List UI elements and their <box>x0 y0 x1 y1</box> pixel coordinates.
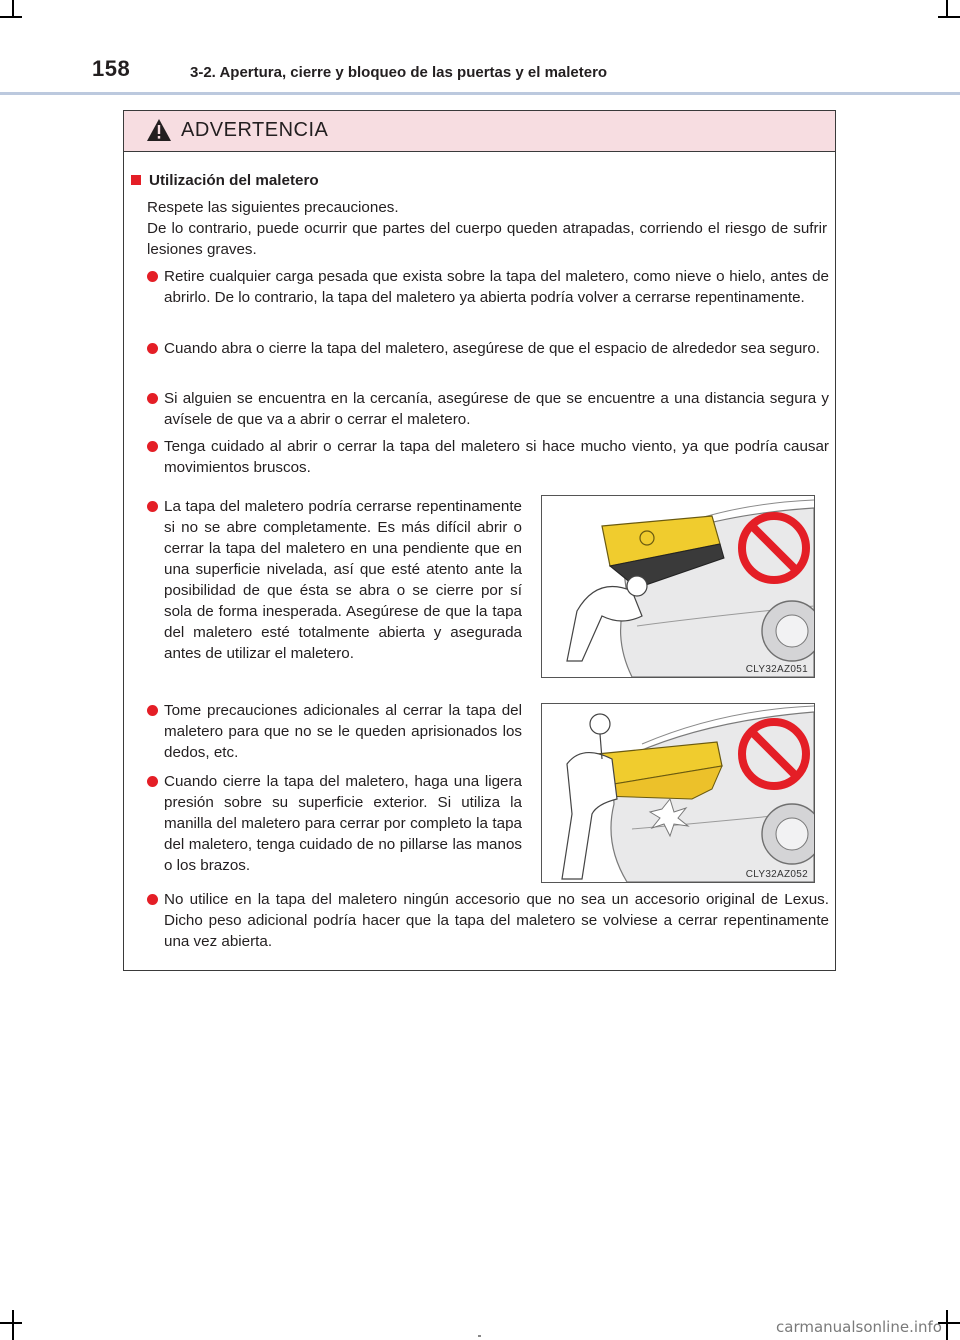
intro-line: Respete las siguientes precauciones. <box>147 199 399 216</box>
figure-code: CLY32AZ052 <box>745 869 808 880</box>
intro-text <box>147 197 827 260</box>
trunk-open-illustration <box>541 495 815 678</box>
bullet-item <box>147 436 829 478</box>
warning-header <box>124 111 835 152</box>
intro-line: De lo contrario, puede ocurrir que partes del cuerpo queden atrapadas, corriendo el riesgo de sufrir lesiones graves. <box>147 220 827 258</box>
figure-code: CLY32AZ051 <box>745 664 808 675</box>
bullet-item <box>147 338 829 359</box>
warning-triangle-icon <box>146 118 172 142</box>
bullet-item <box>147 700 522 763</box>
section-title: 3-2. Apertura, cierre y bloqueo de las puertas y el maletero <box>190 64 608 81</box>
trunk-closing-illustration <box>541 703 815 883</box>
footer-mark <box>478 1335 481 1337</box>
car-trunk-lid-open-drawing <box>542 496 814 677</box>
bullet-text: Cuando abra o cierre la tapa del maletero, asegúrese de que el espacio de alrededor sea seguro. <box>164 340 821 357</box>
bullet-dot-icon <box>147 441 158 452</box>
crop-mark <box>12 0 14 16</box>
bullet-dot-icon <box>147 501 158 512</box>
car-trunk-lid-closing-drawing <box>542 704 814 882</box>
bullet-text: Tenga cuidado al abrir o cerrar la tapa del maletero si hace mucho viento, ya que podría causar movimientos bruscos. <box>164 438 829 476</box>
page-number: 158 <box>92 56 131 81</box>
subheading-text: Utilización del maletero <box>149 172 319 189</box>
bullet-dot-icon <box>147 393 158 404</box>
crop-mark <box>946 1310 948 1340</box>
crop-mark <box>12 1310 14 1340</box>
bullet-dot-icon <box>147 343 158 354</box>
bullet-text: Tome precauciones adicionales al cerrar la tapa del maletero para que no se le queden aprisionados los dedos, etc. <box>164 702 522 761</box>
bullet-text: Cuando cierre la tapa del maletero, haga una ligera presión sobre su superficie exterior. Si utiliza la manilla del maletero para cerrar por completo la tapa del maletero, tenga cuidado de no pillarse las manos o los brazos. <box>164 773 522 874</box>
bullet-item <box>147 889 829 952</box>
bullet-text: No utilice en la tapa del maletero ningún accesorio que no sea un accesorio original de Lexus. Dicho peso adicional podría hacer que la tapa del maletero se volviese a cerrar repentinamente una vez abierta. <box>164 891 829 950</box>
watermark: carmanualsonline.info <box>776 1318 942 1336</box>
bullet-text: La tapa del maletero podría cerrarse repentinamente si no se abre completamente. Es más difícil abrir o cerrar la tapa del maletero en una pendiente que en una superficie nivelada, así que esté atento ante la posibilidad de que ésta se abra o se cierre por sí sola de forma inesperada. Asegúrese de que la tapa del maletero esté totalmente abierta y asegurada antes de utilizar el maletero. <box>164 498 522 662</box>
bullet-dot-icon <box>147 705 158 716</box>
crop-mark <box>946 0 948 16</box>
bullet-dot-icon <box>147 894 158 905</box>
bullet-text: Retire cualquier carga pesada que exista sobre la tapa del maletero, como nieve o hielo, antes de abrirlo. De lo contrario, la tapa del maletero ya abierta podría volver a cerrarse repentinamente. <box>164 268 829 306</box>
bullet-item <box>147 496 522 664</box>
bullet-dot-icon <box>147 776 158 787</box>
crop-mark <box>0 16 22 18</box>
crop-mark <box>0 1322 22 1324</box>
bullet-text: Si alguien se encuentra en la cercanía, asegúrese de que se encuentre a una distancia segura y avísele de que va a abrir o cerrar el maletero. <box>164 390 829 428</box>
warning-title: ADVERTENCIA <box>181 119 329 141</box>
subheading <box>131 170 319 191</box>
square-bullet-icon <box>131 175 141 185</box>
bullet-item <box>147 266 829 308</box>
bullet-item <box>147 388 829 430</box>
bullet-dot-icon <box>147 271 158 282</box>
header-rule <box>0 92 960 95</box>
crop-mark <box>938 16 960 18</box>
bullet-item <box>147 771 522 876</box>
